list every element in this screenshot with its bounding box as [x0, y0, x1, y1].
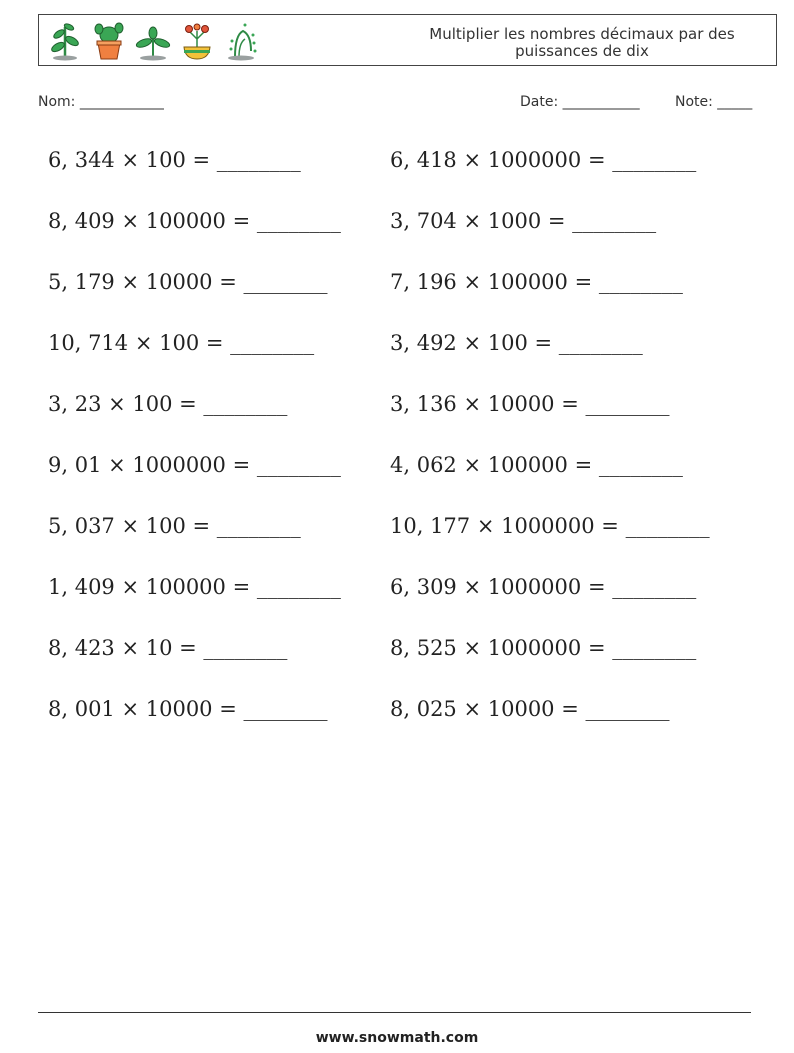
- problem: 7, 196 × 100000 = ________: [390, 270, 683, 294]
- problem: 5, 179 × 10000 = ________: [48, 270, 328, 294]
- problem: 10, 177 × 1000000 = ________: [390, 514, 710, 538]
- header-box: [38, 14, 777, 66]
- problem: 3, 23 × 100 = ________: [48, 392, 288, 416]
- problem-row: [48, 695, 768, 756]
- worksheet-title: Multiplier les nombres décimaux par des puissances de dix: [429, 25, 735, 60]
- problem: 3, 136 × 10000 = ________: [390, 392, 670, 416]
- problem: 8, 423 × 10 = ________: [48, 636, 288, 660]
- date-field: Date: ___________: [520, 94, 640, 110]
- problem: 6, 309 × 1000000 = ________: [390, 575, 697, 599]
- problem-row: [48, 268, 768, 329]
- problem: 8, 409 × 100000 = ________: [48, 209, 341, 233]
- footer-divider: [38, 1012, 751, 1013]
- problem-row: [48, 207, 768, 268]
- problem-row: [48, 146, 768, 207]
- note-field: Note: _____: [675, 94, 753, 110]
- seedling-icon: [135, 21, 171, 61]
- footer-website: www.snowmath.com: [315, 1030, 479, 1046]
- name-field: Nom: ____________: [38, 94, 164, 110]
- problem-row: [48, 390, 768, 451]
- problem-row: [48, 329, 768, 390]
- problem-row: [48, 451, 768, 512]
- flower-bowl-icon: [179, 21, 215, 61]
- willow-plant-icon: [223, 21, 259, 61]
- problem: 6, 344 × 100 = ________: [48, 148, 301, 172]
- problem: 8, 001 × 10000 = ________: [48, 697, 328, 721]
- problem: 3, 492 × 100 = ________: [390, 331, 643, 355]
- problem-row: [48, 573, 768, 634]
- problem-grid: [48, 146, 768, 756]
- problem-row: [48, 512, 768, 573]
- problem: 3, 704 × 1000 = ________: [390, 209, 657, 233]
- problem-row: [48, 634, 768, 695]
- problem: 1, 409 × 100000 = ________: [48, 575, 341, 599]
- problem: 8, 525 × 1000000 = ________: [390, 636, 697, 660]
- cactus-pot-icon: [91, 21, 127, 61]
- problem: 5, 037 × 100 = ________: [48, 514, 301, 538]
- problem: 4, 062 × 100000 = ________: [390, 453, 683, 477]
- plant-icons: [47, 21, 259, 61]
- sprout-plant-icon: [47, 21, 83, 61]
- problem: 9, 01 × 1000000 = ________: [48, 453, 341, 477]
- problem: 6, 418 × 1000000 = ________: [390, 148, 697, 172]
- problem: 8, 025 × 10000 = ________: [390, 697, 670, 721]
- problem: 10, 714 × 100 = ________: [48, 331, 315, 355]
